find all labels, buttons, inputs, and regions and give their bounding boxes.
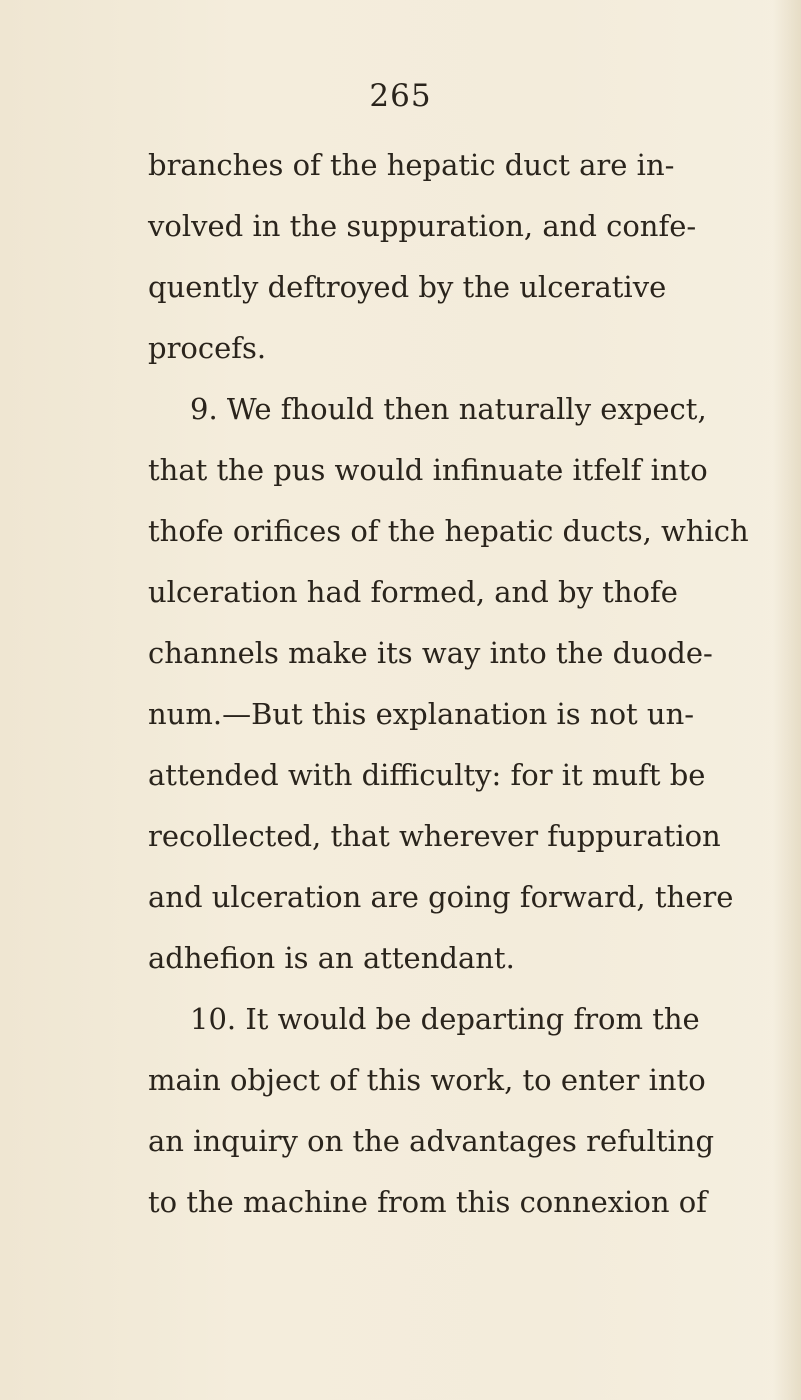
text-line-5: 9. We fhould then naturally expect,: [190, 392, 707, 426]
text-line-16: main object of this work, to enter into: [148, 1063, 706, 1097]
text-line-8: ulceration had formed, and by thofe: [148, 575, 678, 609]
text-line-3: quently deftroyed by the ulcerative: [148, 270, 667, 304]
text-line-2: volved in the suppuration, and confe-: [148, 209, 697, 243]
text-line-6: that the pus would infinuate itfelf into: [148, 453, 708, 487]
text-line-14: adhefion is an attendant.: [148, 941, 515, 975]
text-line-13: and ulceration are going forward, there: [148, 880, 734, 914]
text-line-10: num.—But this explanation is not un-: [148, 697, 695, 731]
page-number: 265: [369, 78, 432, 114]
text-line-15: 10. It would be departing from the: [190, 1002, 700, 1036]
text-line-9: channels make its way into the duode-: [148, 636, 713, 670]
text-line-7: thofe orifices of the hepatic ducts, which: [148, 514, 749, 548]
text-line-1: branches of the hepatic duct are in-: [148, 148, 675, 182]
text-line-17: an inquiry on the advantages refulting: [148, 1124, 715, 1158]
text-line-18: to the machine from this connexion of: [148, 1185, 707, 1219]
text-line-4: procefs.: [148, 331, 267, 365]
text-line-12: recollected, that wherever fuppuration: [148, 819, 721, 853]
page-edge-shadow: [773, 0, 801, 1400]
text-line-11: attended with difficulty: for it muft be: [148, 758, 706, 792]
